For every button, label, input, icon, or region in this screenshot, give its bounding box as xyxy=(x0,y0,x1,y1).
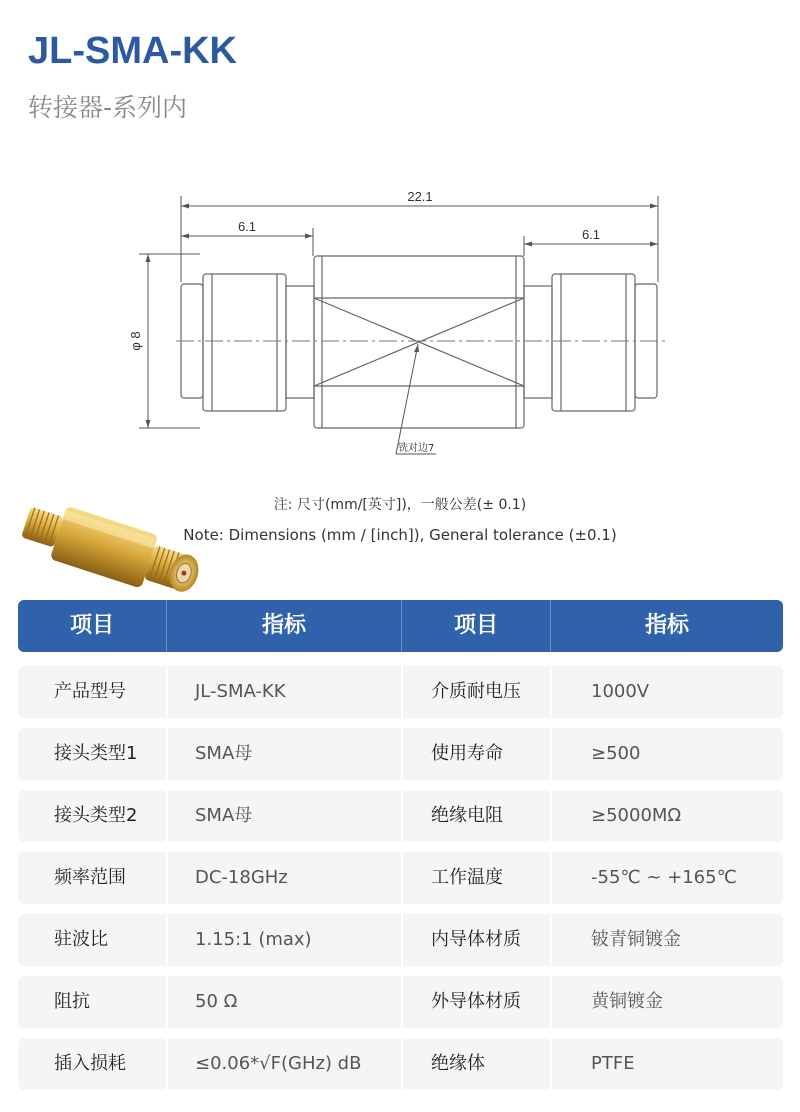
dim-right-label: 6.1 xyxy=(581,227,601,242)
row-item-left: 接头类型2 xyxy=(54,805,138,826)
row-value-left: 50 Ω xyxy=(195,991,238,1012)
dim-left-label: 6.1 xyxy=(237,219,257,234)
row-item-right: 外导体材质 xyxy=(431,991,521,1012)
table-row xyxy=(18,790,783,842)
note-en: Note: Dimensions (mm / [inch]), General tolerance (±0.1) xyxy=(183,526,617,544)
row-value-right: 铍青铜镀金 xyxy=(591,929,681,950)
dim-total-label: 22.1 xyxy=(407,189,433,204)
dimension-drawing xyxy=(0,0,800,480)
row-item-right: 绝缘电阻 xyxy=(431,805,503,826)
row-value-left: SMA母 xyxy=(195,743,253,764)
row-value-left: ≤0.06*√F(GHz) dB xyxy=(195,1053,362,1074)
row-value-right: ≥5000MΩ xyxy=(591,805,682,826)
row-value-left: SMA母 xyxy=(195,805,253,826)
table-row xyxy=(18,914,783,966)
row-item-left: 插入损耗 xyxy=(54,1053,126,1074)
row-item-left: 驻波比 xyxy=(54,929,108,950)
page-subtitle: 转接器-系列内 xyxy=(28,93,188,122)
row-item-left: 接头类型1 xyxy=(54,743,138,764)
row-value-left: DC-18GHz xyxy=(195,867,288,888)
page-title: JL-SMA-KK xyxy=(28,30,237,72)
row-item-right: 介质耐电压 xyxy=(431,681,521,702)
row-value-right: PTFE xyxy=(591,1053,635,1074)
row-item-right: 使用寿命 xyxy=(431,743,503,764)
row-value-right: -55℃ ~ +165℃ xyxy=(591,867,737,888)
row-value-right: 黄铜镀金 xyxy=(591,991,663,1012)
header-spec-1: 指标 xyxy=(261,613,306,638)
row-item-right: 绝缘体 xyxy=(431,1053,485,1074)
table-row xyxy=(18,1038,783,1090)
row-value-right: 1000V xyxy=(591,681,650,702)
note-cn: 注: 尺寸(mm/[英寸])，一般公差(± 0.1) xyxy=(273,497,527,513)
row-item-right: 内导体材质 xyxy=(431,929,521,950)
header-item-1: 项目 xyxy=(69,613,114,638)
header-item-2: 项目 xyxy=(453,613,498,638)
hex-flat-label: 铣对边7 xyxy=(398,443,435,454)
row-value-left: JL-SMA-KK xyxy=(195,681,286,702)
row-value-right: ≥500 xyxy=(591,743,641,764)
table-row xyxy=(18,976,783,1028)
dim-diameter-label: φ 8 xyxy=(128,331,143,351)
table-header xyxy=(18,600,783,652)
row-item-right: 工作温度 xyxy=(431,867,503,888)
row-item-left: 产品型号 xyxy=(54,681,126,702)
table-row xyxy=(18,666,783,718)
product-photo xyxy=(12,500,212,610)
row-item-left: 阻抗 xyxy=(54,991,90,1012)
header-spec-2: 指标 xyxy=(644,613,689,638)
table-row xyxy=(18,852,783,904)
table-row xyxy=(18,728,783,780)
row-item-left: 频率范围 xyxy=(54,867,126,888)
row-value-left: 1.15:1 (max) xyxy=(195,929,312,950)
